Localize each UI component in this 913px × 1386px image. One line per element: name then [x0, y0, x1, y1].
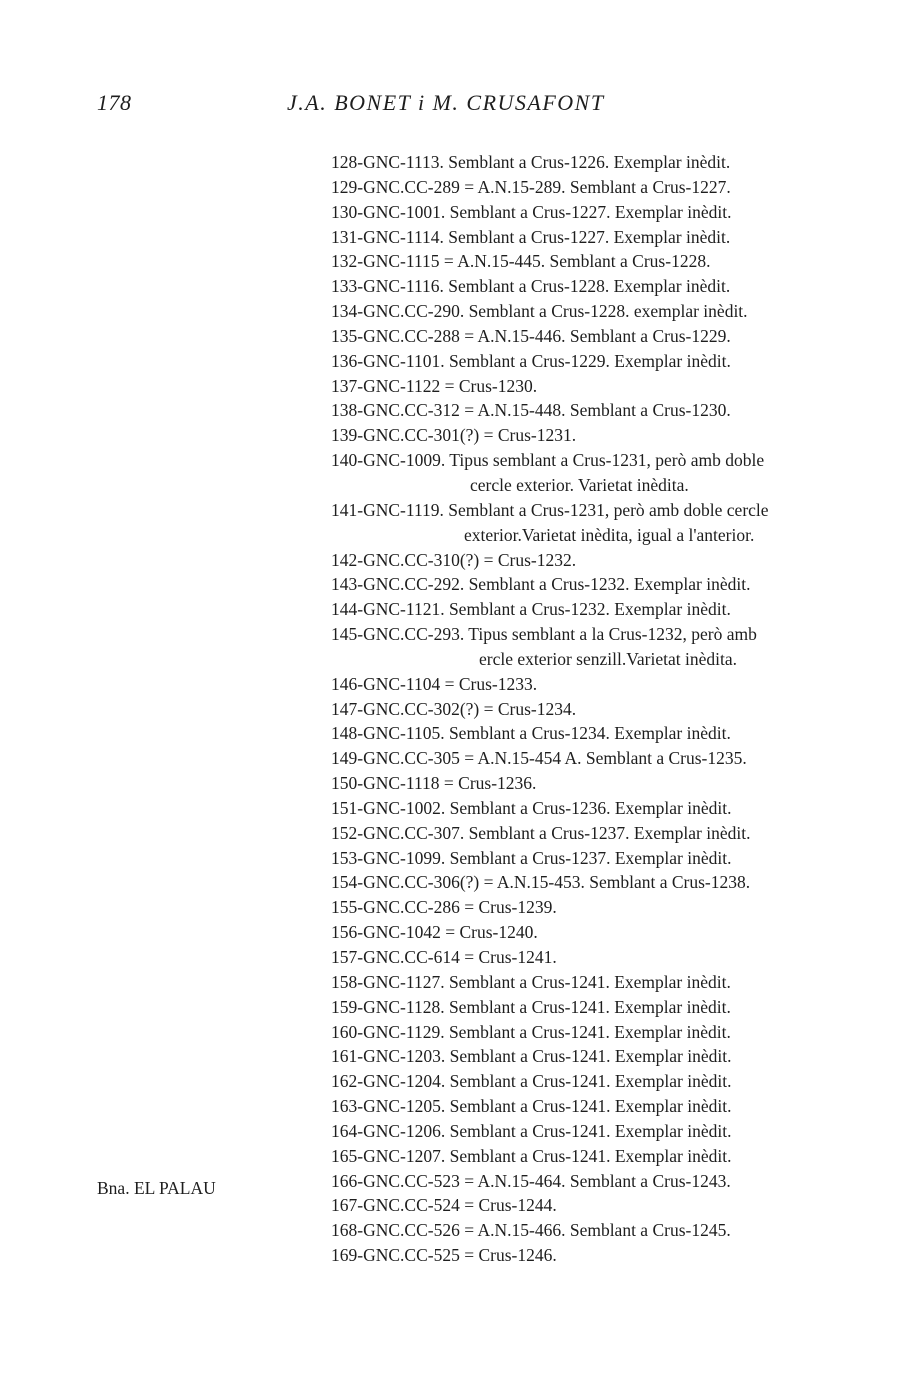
entry-line: 158-GNC-1127. Semblant a Crus-1241. Exemplar inèdit.	[331, 971, 731, 992]
entry-line: 142-GNC.CC-310(?) = Crus-1232.	[331, 549, 577, 570]
margin-note: Bna. EL PALAU	[97, 1178, 216, 1198]
entry-line: 167-GNC.CC-524 = Crus-1244.	[331, 1195, 557, 1216]
entry-continuation-line: ercle exterior senzill.Varietat inèdita.	[479, 648, 737, 669]
entry-line: 130-GNC-1001. Semblant a Crus-1227. Exemplar inèdit.	[331, 201, 732, 222]
entry-line: 139-GNC.CC-301(?) = Crus-1231.	[331, 425, 577, 446]
entry-line: 137-GNC-1122 = Crus-1230.	[331, 375, 538, 396]
entry-continuation-line: cercle exterior. Varietat inèdita.	[470, 474, 689, 495]
entry-line: 150-GNC-1118 = Crus-1236.	[331, 773, 537, 794]
entry-line: 157-GNC.CC-614 = Crus-1241.	[331, 947, 557, 967]
entry-line: 159-GNC-1128. Semblant a Crus-1241. Exemplar inèdit.	[331, 996, 731, 1017]
entry-line: 138-GNC.CC-312 = A.N.15-448. Semblant a Crus-1230.	[331, 400, 731, 421]
entry-line: 141-GNC-1119. Semblant a Crus-1231, però amb doble cercle	[331, 499, 769, 520]
entry-line: 140-GNC-1009. Tipus semblant a Crus-1231, però amb doble	[331, 450, 765, 471]
catalogue-entries	[331, 150, 871, 1268]
entry-line: 132-GNC-1115 = A.N.15-445. Semblant a Crus-1228.	[331, 251, 711, 272]
entry-line: 136-GNC-1101. Semblant a Crus-1229. Exemplar inèdit.	[331, 350, 731, 371]
entry-continuation-line: exterior.Varietat inèdita, igual a l'anterior.	[464, 524, 755, 545]
entry-line: 169-GNC.CC-525 = Crus-1246.	[331, 1245, 557, 1266]
entry-line: 153-GNC-1099. Semblant a Crus-1237. Exemplar inèdit.	[331, 847, 732, 868]
entry-line: 165-GNC-1207. Semblant a Crus-1241. Exemplar inèdit.	[331, 1145, 732, 1166]
entry-line: 166-GNC.CC-523 = A.N.15-464. Semblant a Crus-1243.	[331, 1170, 731, 1191]
entry-line: 160-GNC-1129. Semblant a Crus-1241. Exemplar inèdit.	[331, 1021, 731, 1042]
entry-line: 161-GNC-1203. Semblant a Crus-1241. Exemplar inèdit.	[331, 1046, 732, 1067]
entry-line: 156-GNC-1042 = Crus-1240.	[331, 922, 538, 943]
entry-line: 135-GNC.CC-288 = A.N.15-446. Semblant a Crus-1229.	[331, 325, 731, 346]
entry-line: 128-GNC-1113. Semblant a Crus-1226. Exemplar inèdit.	[331, 152, 731, 172]
entry-line: 154-GNC.CC-306(?) = A.N.15-453. Semblant a Crus-1238.	[331, 872, 751, 893]
entry-line: 163-GNC-1205. Semblant a Crus-1241. Exemplar inèdit.	[331, 1096, 732, 1117]
entry-line: 129-GNC.CC-289 = A.N.15-289. Semblant a Crus-1227.	[331, 176, 731, 197]
entry-line: 131-GNC-1114. Semblant a Crus-1227. Exemplar inèdit.	[331, 226, 731, 247]
entry-line: 164-GNC-1206. Semblant a Crus-1241. Exemplar inèdit.	[331, 1120, 732, 1141]
entry-line: 147-GNC.CC-302(?) = Crus-1234.	[331, 698, 577, 719]
entry-line: 144-GNC-1121. Semblant a Crus-1232. Exemplar inèdit.	[331, 599, 731, 620]
entry-line: 155-GNC.CC-286 = Crus-1239.	[331, 897, 557, 918]
running-head: J.A. BONET i M. CRUSAFONT	[287, 90, 605, 115]
entry-line: 149-GNC.CC-305 = A.N.15-454 A. Semblant a Crus-1235.	[331, 748, 747, 769]
entry-line: 152-GNC.CC-307. Semblant a Crus-1237. Exemplar inèdit.	[331, 822, 751, 843]
entry-line: 148-GNC-1105. Semblant a Crus-1234. Exemplar inèdit.	[331, 723, 731, 744]
entry-line: 145-GNC.CC-293. Tipus semblant a la Crus-1232, però amb	[331, 624, 757, 645]
entry-line: 146-GNC-1104 = Crus-1233.	[331, 673, 538, 694]
page-number: 178	[97, 90, 132, 115]
entry-line: 151-GNC-1002. Semblant a Crus-1236. Exemplar inèdit.	[331, 797, 732, 818]
entry-line: 168-GNC.CC-526 = A.N.15-466. Semblant a Crus-1245.	[331, 1220, 731, 1241]
entry-line: 143-GNC.CC-292. Semblant a Crus-1232. Exemplar inèdit.	[331, 574, 751, 595]
entry-line: 133-GNC-1116. Semblant a Crus-1228. Exemplar inèdit.	[331, 276, 731, 297]
entry-line: 134-GNC.CC-290. Semblant a Crus-1228. exemplar inèdit.	[331, 301, 748, 322]
entry-line: 162-GNC-1204. Semblant a Crus-1241. Exemplar inèdit.	[331, 1071, 732, 1092]
